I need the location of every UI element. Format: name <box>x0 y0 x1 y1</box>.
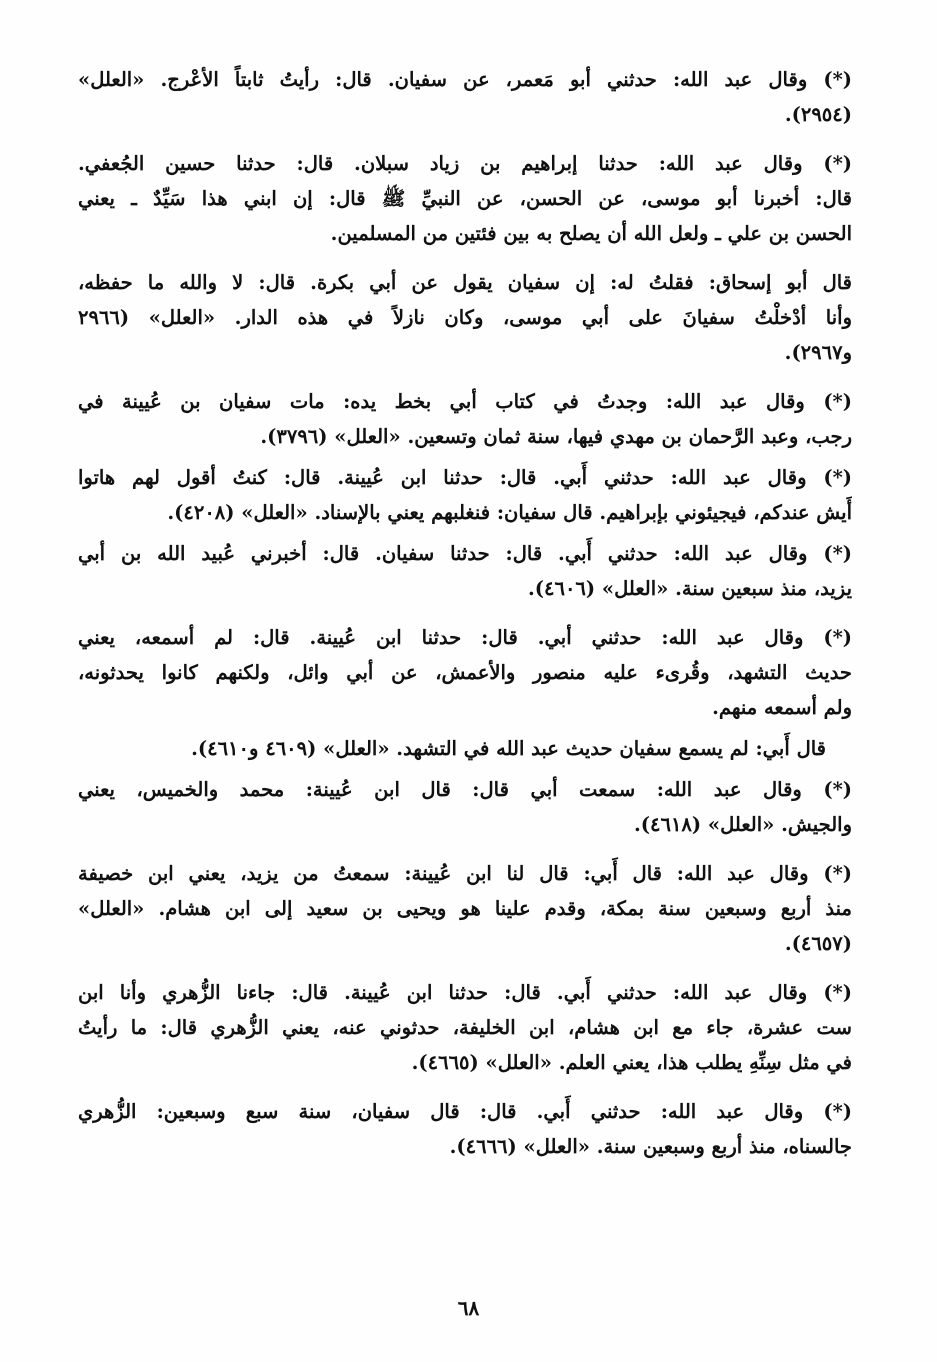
text-line: أَيش عندكم، فيجيئوني بإبراهيم. قال سفيان: فنغلبهم يعني بالإسناد. «العلل» (٤٢٠٨). <box>167 501 852 524</box>
text-line: (*) وقال عبد الله: حدثني أبو مَعمر، عن سفيان. قال: رأيتُ ثابتاً الأعْرج. «العلل» <box>78 68 852 91</box>
text-line: ست عشرة، جاء مع ابن هشام، ابن الخليفة، حدثوني عنه، يعني الزُّهري قال: ما رأيتُ <box>78 1016 852 1039</box>
entry-paragraph <box>78 62 852 132</box>
entry-paragraph <box>78 620 852 725</box>
text-line: (*) وقال عبد الله: حدثني أَبي. قال: حدثنا ابن عُيينة. قال: كنتُ أقول لهم هاتوا <box>78 466 852 489</box>
text-line: الحسن بن علي ـ ولعل الله أن يصلح به بين فئتين من المسلمين. <box>330 222 852 245</box>
text-line: يزيد، منذ سبعين سنة. «العلل» (٤٦٠٦). <box>528 577 852 600</box>
entry-paragraph <box>78 1094 852 1164</box>
text-line: قال أَبي: لم يسمع سفيان حديث عبد الله في التشهد. «العلل» (٤٦٠٩ و٤٦١٠). <box>191 737 826 760</box>
text-line: (*) وقال عبد الله: قال أَبي: قال لنا ابن عُيينة: سمعتُ من يزيد، يعني ابن خصيفة <box>78 862 852 885</box>
body-text <box>78 62 852 1164</box>
text-line: والجيش. «العلل» (٤٦١٨). <box>634 813 852 836</box>
text-line: منذ أربع وسبعين سنة بمكة، وقدم علينا هو ويحيى بن سعيد إلى ابن هشام. «العلل» <box>78 897 852 920</box>
text-line: (٤٦٥٧). <box>784 932 852 955</box>
text-line: و٢٩٦٧). <box>784 341 852 364</box>
text-line: قال: أخبرنا أبو موسى، عن الحسن، عن النبيِّ ﷺ قال: إن ابني هذا سَيِّدٌ ـ يعني <box>78 187 852 210</box>
text-line: (٢٩٥٤). <box>784 103 852 126</box>
text-line: (*) وقال عبد الله: حدثني أَبي. قال: حدثنا ابن عُيينة. قال: جاءنا الزُّهري وأنا ابن <box>78 981 852 1004</box>
page-number: ٦٨ <box>457 1296 480 1320</box>
text-line: (*) وقال عبد الله: حدثني أَبي. قال: حدثنا سفيان. قال: أخبرني عُبيد الله بن أبي <box>78 542 852 565</box>
entry-paragraph <box>78 265 852 370</box>
text-line: رجب، وعبد الرَّحمان بن مهدي فيها، سنة ثمان وتسعين. «العلل» (٣٧٩٦). <box>260 425 852 448</box>
entry-paragraph <box>78 384 852 454</box>
text-line: (*) وقال عبد الله: سمعت أبي قال: قال ابن عُيينة: محمد والخميس، يعني <box>78 778 852 801</box>
entry-paragraph <box>78 460 852 530</box>
text-line: وأنا أدْخلْتُ سفيانَ على أبي موسى، وكان نازلاً في هذه الدار. «العلل» (٢٩٦٦ <box>78 306 852 329</box>
text-line: ولم أسمعه منهم. <box>712 696 852 719</box>
text-line: قال أبو إسحاق: فقلتُ له: إن سفيان يقول عن أبي بكرة. قال: لا والله ما حفظه، <box>78 271 852 294</box>
text-line: حديث التشهد، وقُرىء عليه منصور والأعمش، عن أبي وائل، ولكنهم كانوا يحدثونه، <box>78 661 852 684</box>
entry-paragraph <box>78 856 852 961</box>
text-line: جالسناه، منذ أربع وسبعين سنة. «العلل» (٤٦٦٦). <box>449 1135 852 1158</box>
text-line: (*) وقال عبد الله: حدثني أَبي. قال: قال سفيان، سنة سبع وسبعين: الزُّهري <box>78 1100 852 1123</box>
text-line: في مثل سِنِّهِ يطلب هذا، يعني العلم. «العلل» (٤٦٦٥). <box>411 1051 852 1074</box>
entry-paragraph <box>78 975 852 1080</box>
entry-paragraph <box>78 536 852 606</box>
entry-paragraph <box>78 772 852 842</box>
entry-paragraph <box>78 731 852 766</box>
text-line: (*) وقال عبد الله: وجدتُ في كتاب أبي بخط يده: مات سفيان بن عُيينة في <box>78 390 852 413</box>
entry-paragraph <box>78 146 852 251</box>
text-line: (*) وقال عبد الله: حدثنا إبراهيم بن زياد سبلان. قال: حدثنا حسين الجُعفي. <box>78 152 852 175</box>
text-line: (*) وقال عبد الله: حدثني أبي. قال: حدثنا ابن عُيينة. قال: لم أسمعه، يعني <box>78 626 852 649</box>
